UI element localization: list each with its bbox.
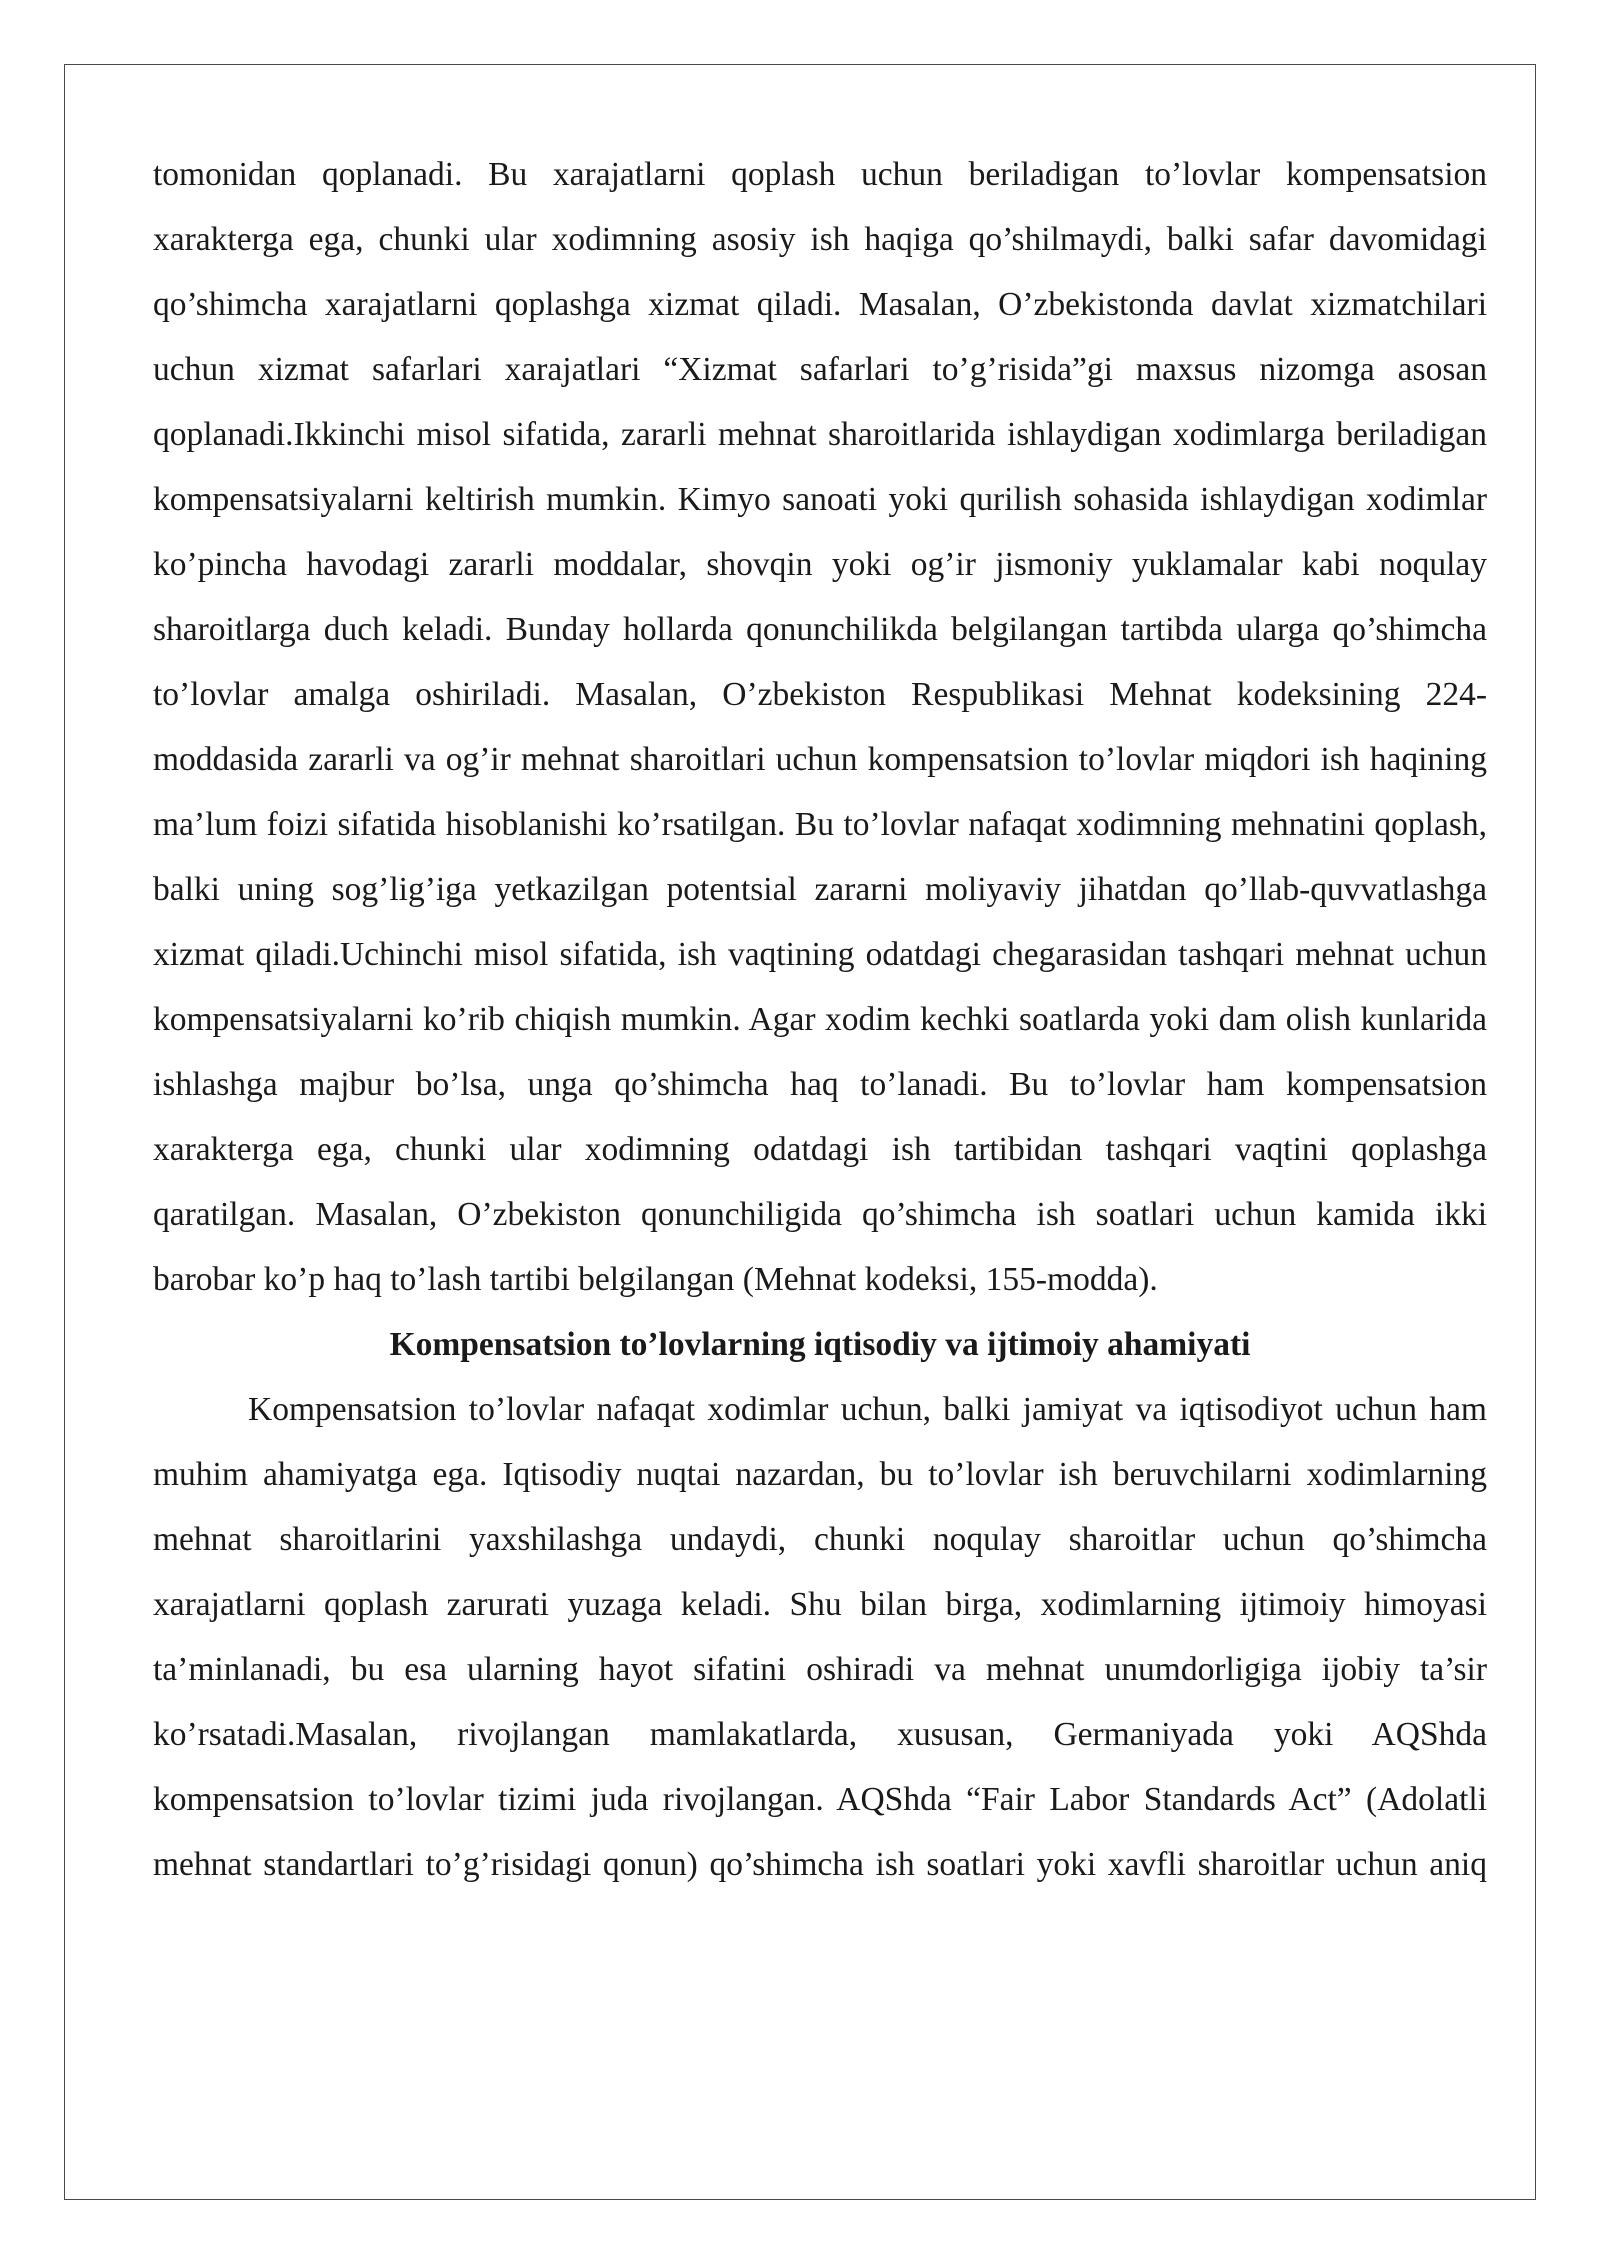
body-paragraph: tomonidan qoplanadi. Bu xarajatlarni qoplash uchun beriladigan to’lovlar kompensatsion xarakterga ega, chunki ular xodimning asosiy ish haqiga qo’shilmaydi, balki safar davomidagi qo’shimcha xarajatlarni qoplashga xizmat qiladi. Masalan, O’zbekistonda davlat xizmatchilari uchun xizmat safarlari xarajatlari “Xizmat safarlari to’g’risida”gi maxsus nizomga asosan qoplanadi.Ikkinchi misol sifatida, zararli mehnat sharoitlarida ishlaydigan xodimlarga beriladigan kompensatsiyalarni keltirish mumkin. Kimyo sanoati yoki qurilish sohasida ishlaydigan xodimlar ko’pincha havodagi zararli moddalar, shovqin yoki og’ir jismoniy yuklamalar kabi noqulay sharoitlarga duch keladi. Bunday hollarda qonunchilikda belgilangan tartibda ularga qo’shimcha to’lovlar amalga oshiriladi. Masalan, O’zbekiston Respublikasi Mehnat kodeksining 224-moddasida zararli va og’ir mehnat sharoitlari uchun kompensatsion to’lovlar miqdori ish haqining ma’lum foizi sifatida hisoblanishi ko’rsatilgan. Bu to’lovlar nafaqat xodimning mehnatini qoplash, balki uning sog’lig’iga yetkazilgan potentsial zararni moliyaviy jihatdan qo’llab-quvvatlashga xizmat qiladi.Uchinchi misol sifatida, ish vaqtining odatdagi chegarasidan tashqari mehnat uchun kompensatsiyalarni ko’rib chiqish mumkin. Agar xodim kechki soatlarda yoki dam olish kunlarida ishlashga majbur bo’lsa, unga qo’shimcha haq to’lanadi. Bu to’lovlar ham kompensatsion xarakterga ega, chunki ular xodimning odatdagi ish tartibidan tashqari vaqtini qoplashga qaratilgan. Masalan, O’zbekiston qonunchiligida qo’shimcha ish soatlari uchun kamida ikki barobar ko’p haq to’lash tartibi belgilangan (Mehnat kodeksi, 155-modda). — [153, 156, 1487, 1298]
document-body — [153, 142, 1487, 1897]
section-heading: Kompensatsion to’lovlarning iqtisodiy va ijtimoiy ahamiyati — [389, 1326, 1251, 1363]
body-paragraph: Kompensatsion to’lovlar nafaqat xodimlar uchun, balki jamiyat va iqtisodiyot uchun ham muhim ahamiyatga ega. Iqtisodiy nuqtai nazardan, bu to’lovlar ish beruvchilarni xodimlarning mehnat sharoitlarini yaxshilashga undaydi, chunki noqulay sharoitlar uchun qo’shimcha xarajatlarni qoplash zarurati yuzaga keladi. Shu bilan birga, xodimlarning ijtimoiy himoyasi ta’minlanadi, bu esa ularning hayot sifatini oshiradi va mehnat unumdorligiga ijobiy ta’sir ko’rsatadi.Masalan, rivojlangan mamlakatlarda, xususan, Germaniyada yoki AQShda kompensatsion to’lovlar tizimi juda rivojlangan. AQShda “Fair Labor Standards Act” (Adolatli mehnat standartlari to’g’risidagi qonun) qo’shimcha ish soatlari yoki xavfli sharoitlar uchun aniq — [153, 1391, 1487, 1883]
